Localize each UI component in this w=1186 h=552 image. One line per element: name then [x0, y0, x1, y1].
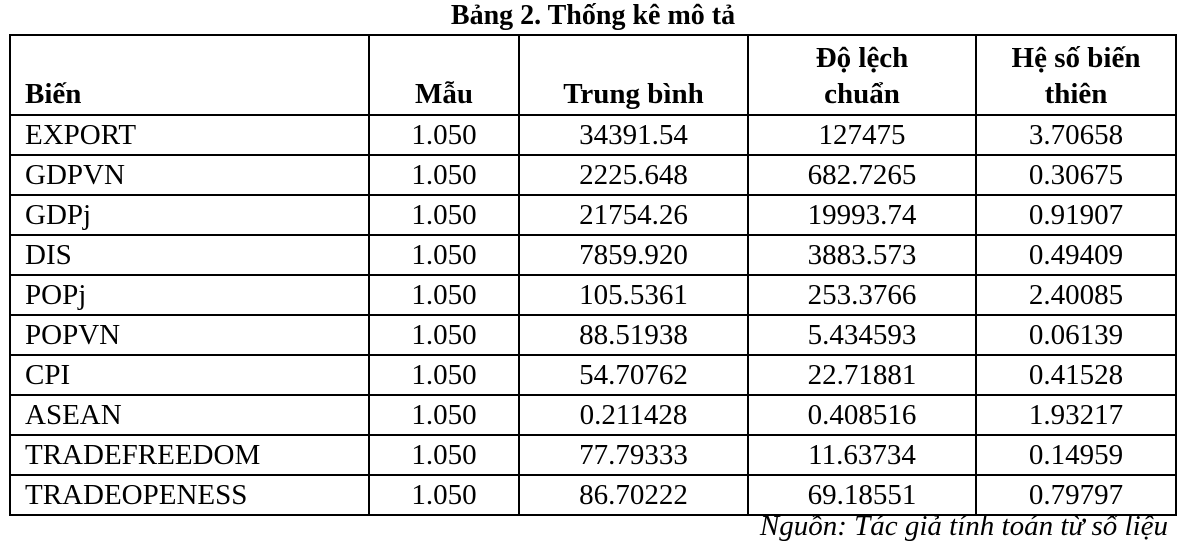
- cell-coef-variation: 0.41528: [976, 355, 1176, 395]
- cell-mean: 34391.54: [519, 115, 748, 155]
- cell-sample: 1.050: [369, 195, 519, 235]
- source-note: Nguồn: Tác giả tính toán từ số liệu: [759, 510, 1168, 542]
- cell-std-dev: 19993.74: [748, 195, 976, 235]
- cell-coef-variation: 2.40085: [976, 275, 1176, 315]
- cell-sample: 1.050: [369, 155, 519, 195]
- cell-mean: 86.70222: [519, 475, 748, 515]
- cell-std-dev: 3883.573: [748, 235, 976, 275]
- header-std-dev: [748, 35, 976, 115]
- cell-mean: 0.211428: [519, 395, 748, 435]
- cell-std-dev: 22.71881: [748, 355, 976, 395]
- cell-std-dev: 0.408516: [748, 395, 976, 435]
- header-sample: Mẫu: [369, 35, 519, 115]
- table-row: [10, 195, 1176, 235]
- cell-variable: EXPORT: [10, 115, 369, 155]
- header-std-line1: Độ lệch: [815, 42, 909, 74]
- cell-variable: GDPj: [10, 195, 369, 235]
- table-row: [10, 235, 1176, 275]
- cell-mean: 54.70762: [519, 355, 748, 395]
- cell-sample: 1.050: [369, 475, 519, 515]
- table-row: [10, 395, 1176, 435]
- cell-std-dev: 69.18551: [748, 475, 976, 515]
- cell-variable: GDPVN: [10, 155, 369, 195]
- table-row: [10, 275, 1176, 315]
- descriptive-statistics-table: [9, 34, 1177, 516]
- cell-std-dev: 253.3766: [748, 275, 976, 315]
- cell-mean: 77.79333: [519, 435, 748, 475]
- header-std-line2: chuẩn: [824, 78, 900, 110]
- table-row: [10, 155, 1176, 195]
- cell-variable: CPI: [10, 355, 369, 395]
- cell-coef-variation: 0.14959: [976, 435, 1176, 475]
- cell-sample: 1.050: [369, 275, 519, 315]
- table-row: [10, 115, 1176, 155]
- cell-std-dev: 11.63734: [748, 435, 976, 475]
- table-title: Bảng 2. Thống kê mô tả: [450, 0, 736, 31]
- cell-variable: TRADEFREEDOM: [10, 435, 369, 475]
- cell-std-dev: 5.434593: [748, 315, 976, 355]
- header-cv-line2: thiên: [1044, 78, 1108, 110]
- header-cv-line1: Hệ số biến: [1011, 42, 1141, 74]
- cell-variable: DIS: [10, 235, 369, 275]
- cell-variable: TRADEOPENESS: [10, 475, 369, 515]
- header-coef-variation: [976, 35, 1176, 115]
- cell-sample: 1.050: [369, 235, 519, 275]
- cell-sample: 1.050: [369, 315, 519, 355]
- cell-mean: 105.5361: [519, 275, 748, 315]
- cell-std-dev: 127475: [748, 115, 976, 155]
- cell-sample: 1.050: [369, 355, 519, 395]
- cell-sample: 1.050: [369, 395, 519, 435]
- cell-mean: 2225.648: [519, 155, 748, 195]
- table-row: [10, 355, 1176, 395]
- header-mean: Trung bình: [519, 35, 748, 115]
- cell-coef-variation: 1.93217: [976, 395, 1176, 435]
- table-row: [10, 315, 1176, 355]
- cell-variable: ASEAN: [10, 395, 369, 435]
- cell-coef-variation: 0.49409: [976, 235, 1176, 275]
- cell-sample: 1.050: [369, 435, 519, 475]
- header-row: [10, 35, 1176, 115]
- cell-std-dev: 682.7265: [748, 155, 976, 195]
- cell-variable: POPVN: [10, 315, 369, 355]
- cell-coef-variation: 0.30675: [976, 155, 1176, 195]
- cell-coef-variation: 3.70658: [976, 115, 1176, 155]
- cell-mean: 7859.920: [519, 235, 748, 275]
- table-row: [10, 435, 1176, 475]
- cell-coef-variation: 0.79797: [976, 475, 1176, 515]
- cell-sample: 1.050: [369, 115, 519, 155]
- cell-coef-variation: 0.91907: [976, 195, 1176, 235]
- cell-mean: 21754.26: [519, 195, 748, 235]
- cell-mean: 88.51938: [519, 315, 748, 355]
- cell-coef-variation: 0.06139: [976, 315, 1176, 355]
- header-variable: Biến: [10, 35, 369, 115]
- cell-variable: POPj: [10, 275, 369, 315]
